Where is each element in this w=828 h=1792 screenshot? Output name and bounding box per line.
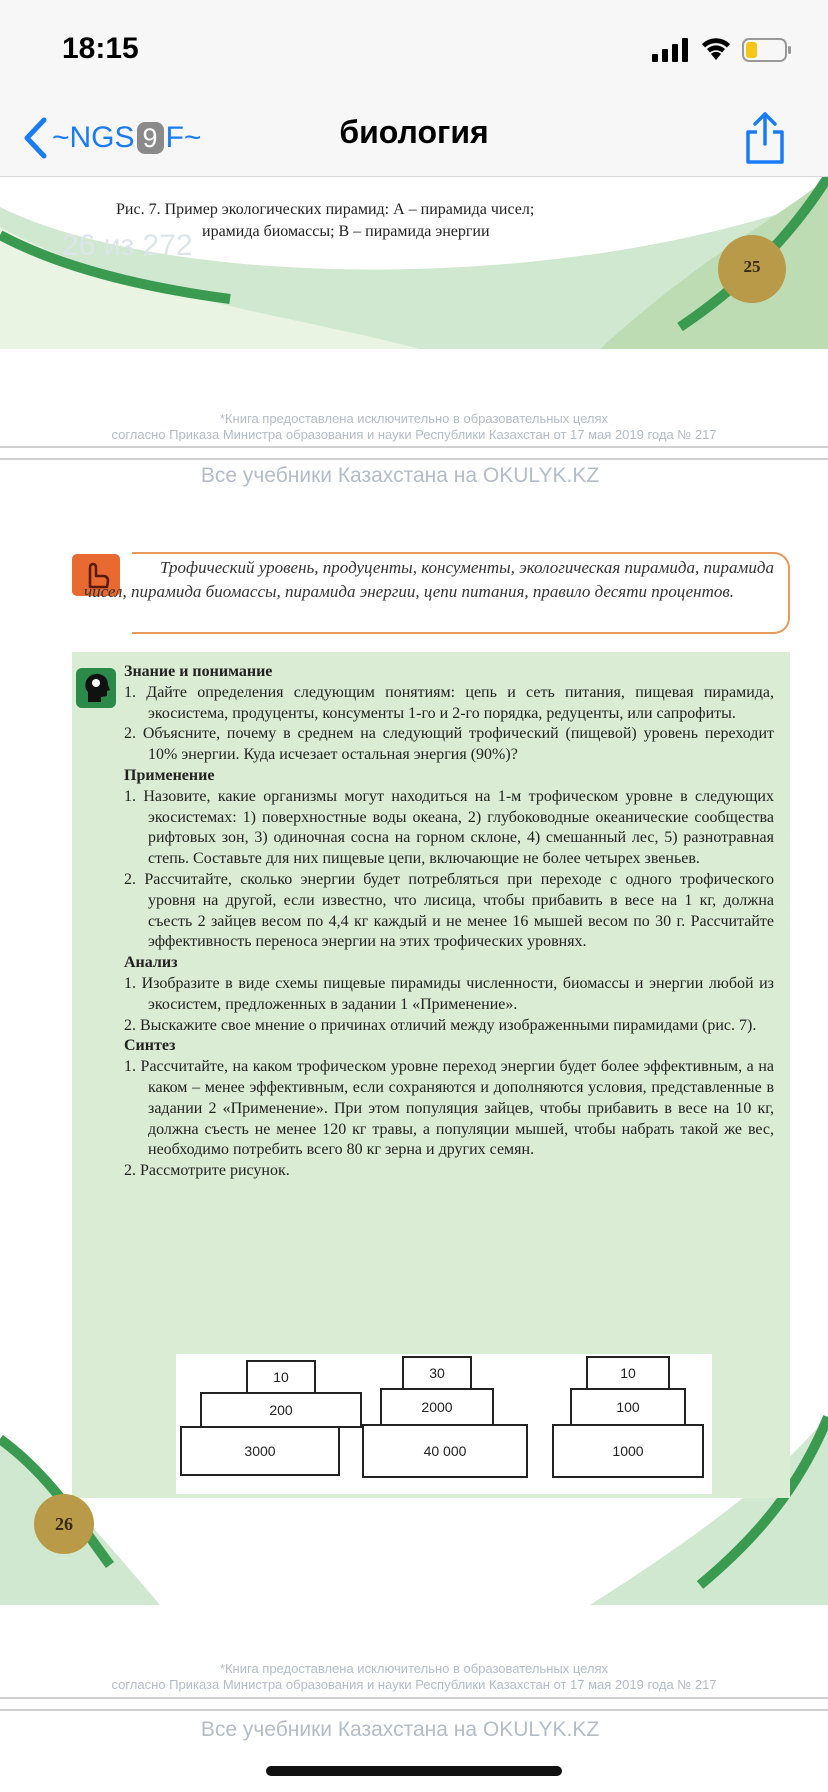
page-separator: [0, 458, 828, 460]
footnote-1-line1: *Книга предоставлена исключительно в образовательных целях: [219, 411, 609, 426]
footnote-2-line1: *Книга предоставлена исключительно в образовательных целях: [219, 1661, 609, 1676]
section-heading-knowledge: Знание и понимание: [124, 663, 273, 680]
pyramid-level-bottom: 40 000: [362, 1424, 528, 1478]
section-heading-application: Применение: [124, 766, 215, 784]
pyramid-level-middle: 100: [570, 1388, 686, 1426]
wifi-icon: [700, 36, 732, 62]
footnote-2-line2: согласно Приказа Министра образования и науки Республики Казахстан от 17 мая 2019 года № 217: [111, 1677, 717, 1692]
page-separator: [0, 1709, 828, 1711]
pyramid-1: [180, 1354, 370, 1494]
question-item: 2. Рассмотрите рисунок.: [124, 1162, 290, 1180]
pyramid-3: [548, 1354, 738, 1494]
figure-caption: [116, 199, 736, 243]
home-indicator[interactable]: [266, 1766, 562, 1776]
footnote-2: [0, 1661, 828, 1693]
page-fragment-top: [0, 177, 828, 349]
page-counter-ghost: 26 из 272: [62, 229, 193, 262]
section-heading-synthesis: Синтез: [124, 1037, 176, 1055]
question-item: 1. Дайте определения следующим понятиям: цепь и сеть питания, пищевая пирамида, экосистема, продуценты, консументы 1-го и 2-го порядка, редуценты, или сапрофиты.: [124, 683, 774, 722]
pyramid-level-top: 10: [246, 1360, 316, 1394]
pyramid-level-top: 30: [402, 1356, 472, 1390]
question-item: 2. Выскажите свое мнение о причинах отличий между изображенными пирамидами (рис. 7).: [124, 1016, 757, 1034]
back-label-suffix: F~: [165, 121, 202, 154]
navigation-bar: [0, 100, 828, 177]
pyramid-level-middle: 2000: [380, 1388, 494, 1426]
site-label-1: Все учебники Казахстана на OKULYK.KZ: [200, 464, 600, 487]
back-badge: 9: [137, 122, 164, 154]
page-separator: [0, 1697, 828, 1699]
battery-icon: [742, 38, 792, 62]
clock: 18:15: [62, 32, 139, 65]
share-icon[interactable]: [742, 110, 788, 166]
page-title: биология: [339, 114, 489, 150]
cellular-signal-icon: [652, 38, 692, 62]
footnote-1: [0, 411, 828, 443]
questions-text: [124, 662, 774, 1182]
pyramid-2: [362, 1354, 552, 1494]
question-item: 1. Изобразите в виде схемы пищевые пирамиды численности, биомассы и энергии любой из экосистем, предложенных в задании 1 «Применение».: [124, 974, 774, 1013]
page-separator: [0, 446, 828, 448]
pyramid-level-top: 10: [586, 1356, 670, 1390]
figure-caption-line1: Рис. 7. Пример экологических пирамид: А – пирамида чисел;: [116, 201, 535, 218]
question-item: 1. Назовите, какие организмы могут находиться на 1-м трофическом уровне в следующих экосистемах: 1) поверхностные воды океана, 2) глубоководные океанические сообщества рифтовых зон, 3) одиночная сосна на горном склоне, 4) смешанный лес, 5) разнотравная степь. Составьте для них пищевые цепи, включающие не более четырех звеньев.: [124, 787, 774, 868]
status-bar: [0, 0, 828, 100]
pyramid-level-bottom: 3000: [180, 1426, 340, 1476]
page-number-top: 25: [743, 257, 761, 276]
section-heading-analysis: Анализ: [124, 954, 178, 972]
keywords-box: [72, 552, 790, 632]
question-item: 2. Объясните, почему в среднем на следующий трофический (пищевой) уровень переходит 10% энергии. Куда исчезает остальная энергия (90%)?: [124, 725, 774, 764]
head-brain-icon: [76, 668, 116, 708]
pyramid-level-bottom: 1000: [552, 1424, 704, 1478]
pyramid-level-middle: 200: [200, 1392, 362, 1428]
footnote-1-line2: согласно Приказа Министра образования и науки Республики Казахстан от 17 мая 2019 года № 217: [111, 427, 717, 442]
keywords-text: Трофический уровень, продуценты, консументы, экологическая пирамида, пирамида чисел, пирамида биомассы, пирамида энергии, цепи питания, правило десяти процентов.: [84, 558, 774, 601]
site-label-2: Все учебники Казахстана на OKULYK.KZ: [200, 1718, 600, 1741]
question-item: 1. Рассчитайте, на каком трофическом уровне переход энергии будет более эффективным, а на каком – менее эффективным, если сохраняются и дополняются условия, представленные в задании 2 «Применение». При этом популяция зайцев, чтобы прибавить в весе на 10 кг, должна съесть не менее 120 кг травы, а популяции мышей, чтобы набрать такой же вес, необходимо потребить всего 80 кг зерна и других семян.: [124, 1058, 774, 1159]
back-label: ~NGS: [52, 121, 135, 154]
figure-caption-line2: ирамида биомассы; В – пирамида энергии: [202, 223, 490, 240]
question-item: 2. Рассчитайте, сколько энергии будет потребляться при переходе с одного трофического уровня на другой, если известно, что лисица, чтобы прибавить в весе на 1 кг, должна съесть 2 зайцев весом по 4,4 кг каждый и не менее 16 мышей весом по 30 г. Рассчитайте эффективность переноса энергии на этих трофических уровнях.: [124, 870, 774, 951]
page-number-bottom: 26: [34, 1494, 94, 1554]
